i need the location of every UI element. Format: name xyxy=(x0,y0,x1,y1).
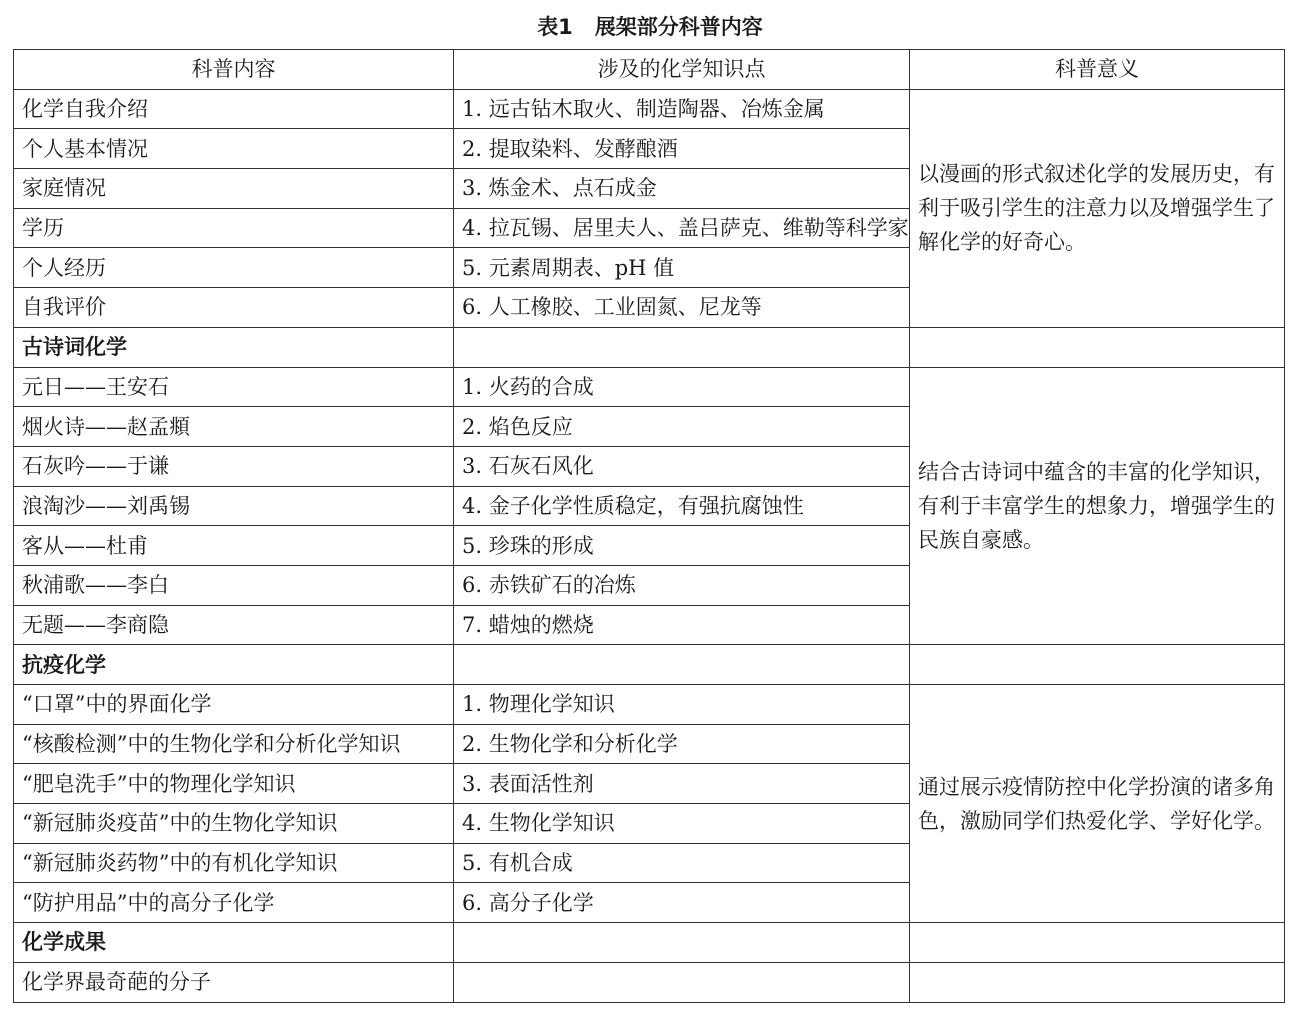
knowledge-cell: 5. 珍珠的形成 xyxy=(454,526,910,566)
table-row xyxy=(14,89,1285,129)
content-cell: 学历 xyxy=(14,208,454,248)
header-knowledge: 涉及的化学知识点 xyxy=(454,50,910,90)
content-cell: 个人基本情况 xyxy=(14,129,454,169)
empty-cell xyxy=(454,327,910,367)
content-cell: 化学自我介绍 xyxy=(14,89,454,129)
content-cell: “新冠肺炎药物”中的有机化学知识 xyxy=(14,843,454,883)
content-cell: 浪淘沙——刘禹锡 xyxy=(14,486,454,526)
knowledge-cell: 1. 物理化学知识 xyxy=(454,685,910,725)
knowledge-cell: 6. 人工橡胶、工业固氮、尼龙等 xyxy=(454,288,910,328)
content-cell: “口罩”中的界面化学 xyxy=(14,685,454,725)
knowledge-cell: 5. 有机合成 xyxy=(454,843,910,883)
content-cell: “新冠肺炎疫苗”中的生物化学知识 xyxy=(14,804,454,844)
empty-cell xyxy=(910,645,1285,685)
content-cell: 化学界最奇葩的分子 xyxy=(14,962,454,1002)
empty-cell xyxy=(454,923,910,963)
content-cell: 自我评价 xyxy=(14,288,454,328)
content-cell: 客从——杜甫 xyxy=(14,526,454,566)
knowledge-cell: 1. 火药的合成 xyxy=(454,367,910,407)
empty-cell xyxy=(454,645,910,685)
section-title: 化学成果 xyxy=(14,923,454,963)
section-title: 抗疫化学 xyxy=(14,645,454,685)
section-header-row xyxy=(14,327,1285,367)
table-caption xyxy=(0,12,1300,42)
knowledge-cell: 5. 元素周期表、pH 值 xyxy=(454,248,910,288)
knowledge-cell: 1. 远古钻木取火、制造陶器、冶炼金属 xyxy=(454,89,910,129)
knowledge-cell: 6. 高分子化学 xyxy=(454,883,910,923)
knowledge-cell: 4. 金子化学性质稳定，有强抗腐蚀性 xyxy=(454,486,910,526)
content-cell: 无题——李商隐 xyxy=(14,605,454,645)
significance-cell: 以漫画的形式叙述化学的发展历史，有利于吸引学生的注意力以及增强学生了解化学的好奇心。 xyxy=(910,89,1285,327)
empty-cell xyxy=(910,923,1285,963)
significance-cell: 结合古诗词中蕴含的丰富的化学知识，有利于丰富学生的想象力，增强学生的民族自豪感。 xyxy=(910,367,1285,645)
knowledge-cell xyxy=(454,962,910,1002)
table-row xyxy=(14,685,1285,725)
content-cell: 石灰吟——于谦 xyxy=(14,446,454,486)
content-cell: “肥皂洗手”中的物理化学知识 xyxy=(14,764,454,804)
content-cell: 个人经历 xyxy=(14,248,454,288)
science-content-table xyxy=(13,49,1285,1003)
content-cell: 烟火诗——赵孟頫 xyxy=(14,407,454,447)
header-row xyxy=(14,50,1285,90)
table-title: 展架部分科普内容 xyxy=(594,15,763,39)
empty-cell xyxy=(910,327,1285,367)
table-body xyxy=(14,89,1285,1002)
significance-cell xyxy=(910,962,1285,1002)
knowledge-cell: 4. 生物化学知识 xyxy=(454,804,910,844)
header-content: 科普内容 xyxy=(14,50,454,90)
knowledge-cell: 2. 提取染料、发酵酿酒 xyxy=(454,129,910,169)
section-header-row xyxy=(14,923,1285,963)
knowledge-cell: 6. 赤铁矿石的冶炼 xyxy=(454,565,910,605)
knowledge-cell: 7. 蜡烛的燃烧 xyxy=(454,605,910,645)
knowledge-cell: 2. 生物化学和分析化学 xyxy=(454,724,910,764)
content-cell: “防护用品”中的高分子化学 xyxy=(14,883,454,923)
table-row xyxy=(14,962,1285,1002)
section-header-row xyxy=(14,645,1285,685)
table-number: 表1 xyxy=(537,15,573,39)
content-cell: 家庭情况 xyxy=(14,169,454,209)
knowledge-cell: 3. 表面活性剂 xyxy=(454,764,910,804)
content-cell: 秋浦歌——李白 xyxy=(14,565,454,605)
section-title: 古诗词化学 xyxy=(14,327,454,367)
header-significance: 科普意义 xyxy=(910,50,1285,90)
knowledge-cell: 2. 焰色反应 xyxy=(454,407,910,447)
significance-cell: 通过展示疫情防控中化学扮演的诸多角色，激励同学们热爱化学、学好化学。 xyxy=(910,685,1285,923)
knowledge-cell: 3. 炼金术、点石成金 xyxy=(454,169,910,209)
knowledge-cell: 4. 拉瓦锡、居里夫人、盖吕萨克、维勒等科学家 xyxy=(454,208,910,248)
knowledge-cell: 3. 石灰石风化 xyxy=(454,446,910,486)
content-cell: 元日——王安石 xyxy=(14,367,454,407)
content-cell: “核酸检测”中的生物化学和分析化学知识 xyxy=(14,724,454,764)
table-row xyxy=(14,367,1285,407)
